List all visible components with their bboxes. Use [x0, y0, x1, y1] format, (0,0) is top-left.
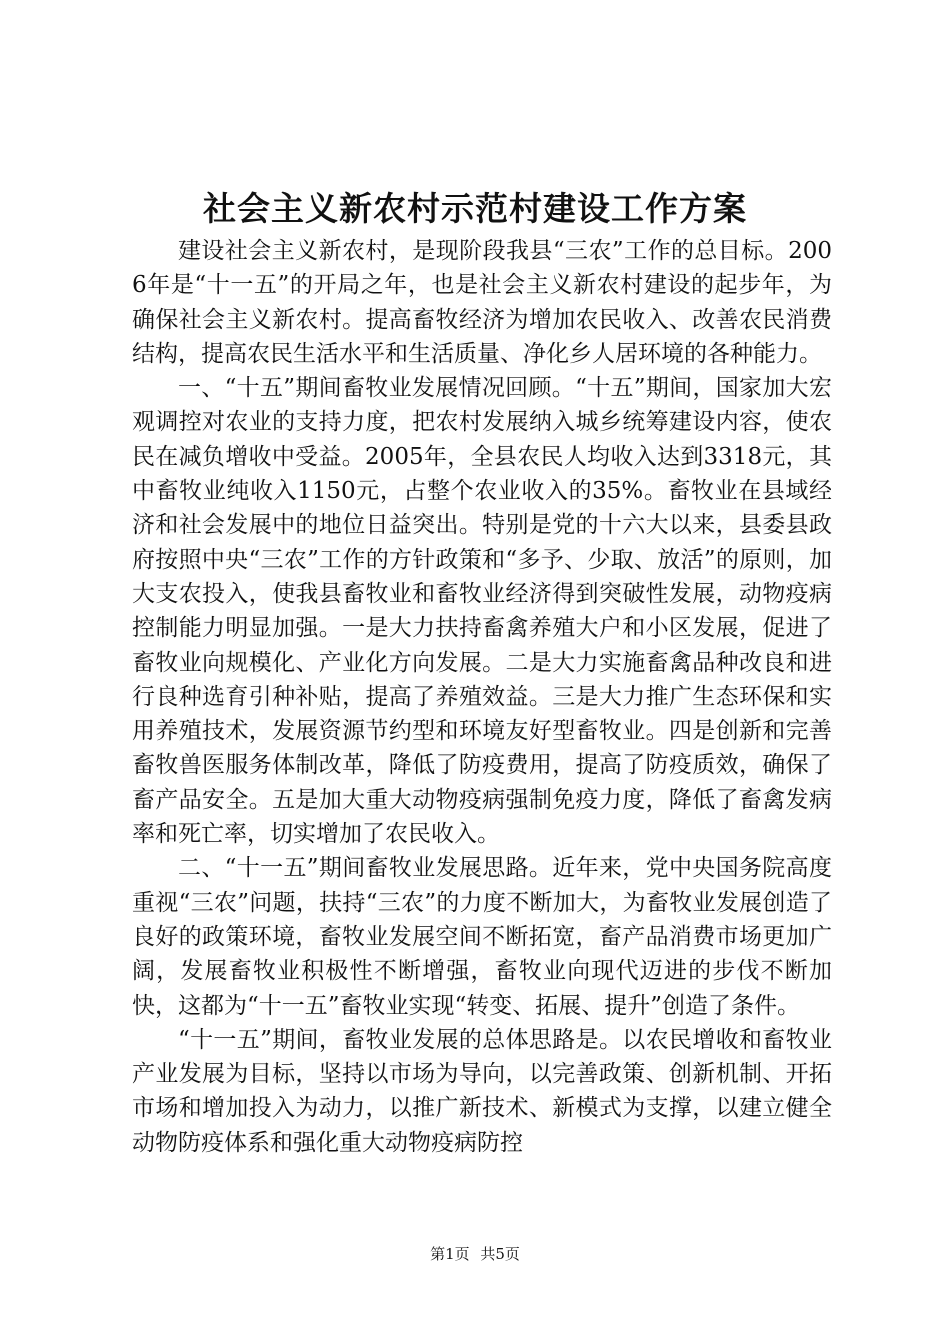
page-footer [0, 1244, 950, 1264]
paragraph-overall-approach: “十一五”期间，畜牧业发展的总体思路是。以农民增收和畜牧业产业发展为目标，坚持以市场为导向，以完善政策、创新机制、开拓市场和增加投入为动力，以推广新技术、新模式为支撑，以建立健全动物防疫体系和强化重大动物疫病防控 [132, 1026, 832, 1156]
page-total: 共5页 [480, 1245, 520, 1263]
document-body [132, 234, 832, 1160]
paragraph-intro: 建设社会主义新农村，是现阶段我县“三农”工作的总目标。2006年是“十一五”的开局之年，也是社会主义新农村建设的起步年，为确保社会主义新农村。提高畜牧经济为增加农民收入、改善农民消费结构，提高农民生活水平和生活质量、净化乡人居环境的各种能力。 [132, 238, 832, 367]
paragraph-section-1: 一、“十五”期间畜牧业发展情况回顾。“十五”期间，国家加大宏观调控对农业的支持力度，把农村发展纳入城乡统筹建设内容，使农民在减负增收中受益。2005年，全县农民人均收入达到3318元，其中畜牧业纯收入1150元，占整个农业收入的35%。畜牧业在县域经济和社会发展中的地位日益突出。特别是党的十六大以来，县委县政府按照中央“三农”工作的方针政策和“多予、少取、放活”的原则，加大支农投入，使我县畜牧业和畜牧业经济得到突破性发展，动物疫病控制能力明显加强。一是大力扶持畜禽养殖大户和小区发展，促进了畜牧业向规模化、产业化方向发展。二是大力实施畜禽品种改良和进行良种选育引种补贴，提高了养殖效益。三是大力推广生态环保和实用养殖技术，发展资源节约型和环境友好型畜牧业。四是创新和完善畜牧兽医服务体制改革，降低了防疫费用，提高了防疫质效，确保了畜产品安全。五是加大重大动物疫病强制免疫力度，降低了畜禽发病率和死亡率，切实增加了农民收入。 [132, 375, 832, 848]
document-title: 社会主义新农村示范村建设工作方案 [203, 189, 747, 228]
paragraph-section-2: 二、“十一五”期间畜牧业发展思路。近年来，党中央国务院高度重视“三农”问题，扶持“三农”的力度不断加大，为畜牧业发展创造了良好的政策环境，畜牧业发展空间不断拓宽，畜产品消费市场更加广阔，发展畜牧业积极性不断增强，畜牧业向现代迈进的步伐不断加快，这都为“十一五”畜牧业实现“转变、拓展、提升”创造了条件。 [132, 855, 832, 1019]
page-number: 第1页 [430, 1245, 470, 1263]
